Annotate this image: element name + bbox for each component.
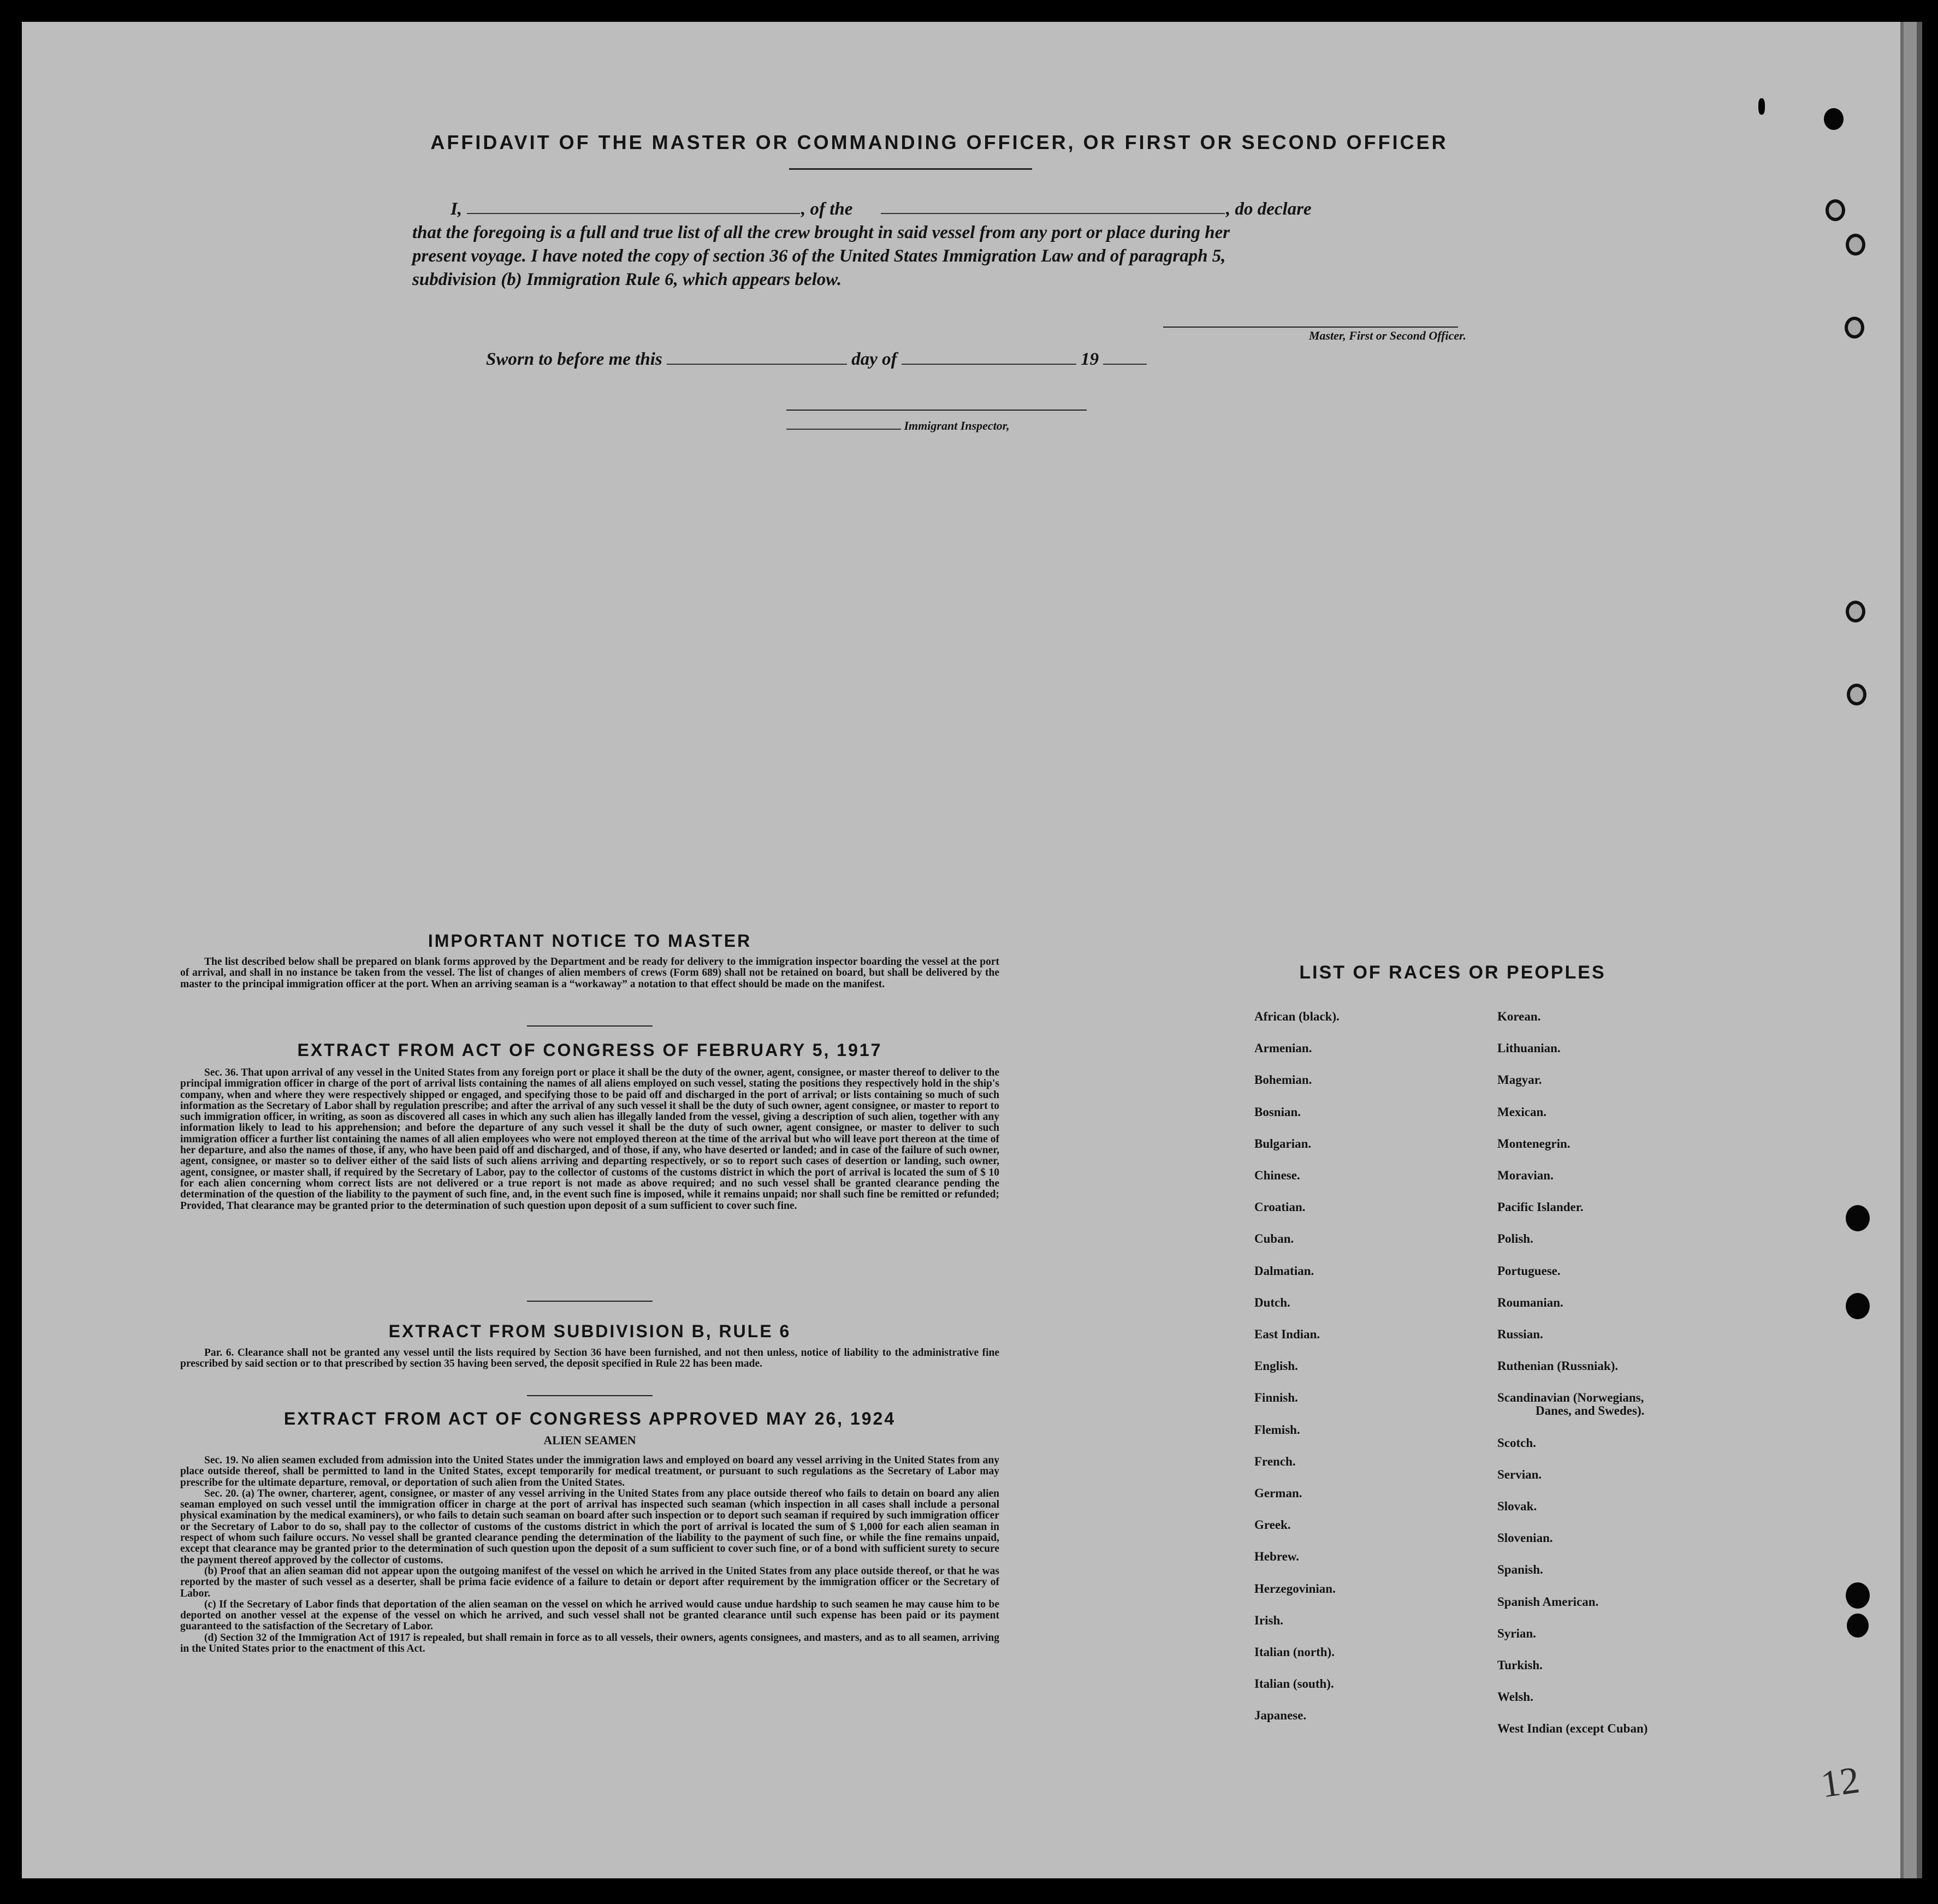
inspector-caption: Immigrant Inspector, bbox=[904, 419, 1010, 432]
affidavit-line-3: present voyage. I have noted the copy of section 36 of the United States Immigration Law and of paragraph 5, bbox=[412, 246, 1226, 266]
race-list-item: Irish. bbox=[1254, 1613, 1284, 1627]
race-list-item: Italian (south). bbox=[1254, 1677, 1334, 1691]
binder-hole-icon bbox=[1846, 1582, 1870, 1609]
race-list-item: Finnish. bbox=[1254, 1391, 1298, 1405]
affidavit-line-1 bbox=[412, 198, 1466, 221]
race-list-item: Ruthenian (Russniak). bbox=[1497, 1359, 1619, 1373]
binder-hole-icon bbox=[1846, 1205, 1870, 1231]
race-list-item: Flemish. bbox=[1254, 1422, 1300, 1437]
sworn-month-blank[interactable] bbox=[902, 364, 1076, 365]
race-list-item: English. bbox=[1254, 1359, 1298, 1373]
race-list-item: Spanish American. bbox=[1497, 1594, 1599, 1609]
race-list-item: Japanese. bbox=[1254, 1709, 1307, 1723]
race-list-item: Scotch. bbox=[1497, 1436, 1536, 1450]
ink-mark-icon bbox=[1758, 98, 1765, 115]
sworn-year: 19 bbox=[1081, 349, 1099, 369]
race-list-item: Syrian. bbox=[1497, 1626, 1536, 1640]
race-list-item: Hebrew. bbox=[1254, 1550, 1299, 1564]
extract-rule6-paragraph: Par. 6. Clearance shall not be granted any vessel until the lists required by Section 36 have been furnished, and not then unless, notice of liability to the administrative fine prescribed by said section or to that prescribed by section 35 having been served, the deposit specified in Rule 22 has been made. bbox=[180, 1347, 999, 1370]
section-divider bbox=[527, 1301, 653, 1302]
binder-hole-icon bbox=[1846, 601, 1865, 622]
binder-hole-icon bbox=[1846, 234, 1865, 256]
vessel-blank[interactable] bbox=[881, 213, 1225, 214]
affidavit-of-the: , of the bbox=[801, 199, 853, 219]
race-list-item: Montenegrin. bbox=[1497, 1136, 1570, 1150]
races-title: LIST OF RACES OR PEOPLES bbox=[1299, 962, 1606, 983]
race-list-item: Turkish. bbox=[1497, 1658, 1543, 1672]
race-list-item: Roumanian. bbox=[1497, 1295, 1563, 1309]
extract-1924-paragraph: Sec. 20. (a) The owner, charterer, agent, consignee, or master of any vessel arriving in the United States from any place outside thereof who fails to detain on board any alien seaman employed on such vessel until the immigration officer in charge at the port of arrival has inspected such seaman (which inspection in all cases shall include a personal physical examination by the medical examiners), or who fails to detain such seaman on board after such inspection or to deport such seaman if required by such immigration officer or the Secretary of Labor to do so, shall pay to the collector of customs of the customs district in which the port of arrival is located the sum of $ 1,000 for each alien seaman in respect of whom such failure occurs. No vessel shall be granted clearance pending the determination of the liability to the payment of such fine, or while the fine remains unpaid, except that clearance may be granted prior to the determination of such question upon the deposit of a sum sufficient to cover such fine, or of a bond with sufficient surety to secure the payment thereof approved by the collector of customs. bbox=[180, 1487, 999, 1566]
race-list-item: Servian. bbox=[1497, 1467, 1542, 1481]
extract-1924-text bbox=[180, 1455, 999, 1654]
race-list-item: Moravian. bbox=[1497, 1169, 1554, 1182]
page-edge-shadow bbox=[1917, 22, 1922, 1878]
sworn-year-blank[interactable] bbox=[1103, 364, 1147, 365]
race-list-item: Magyar. bbox=[1497, 1073, 1542, 1087]
extract-1924-paragraph: (c) If the Secretary of Labor finds that deportation of the alien seaman on the vessel on which he arrived would cause undue hardship to such seamen he may cause him to be deported on another vessel at the expense of the vessel on which he arrived, and such vessel shall not be granted clearance until such expense has been paid or its payment guaranteed to the satisfaction of the Secretary of Labor. bbox=[180, 1598, 999, 1633]
race-list-item: Slovak. bbox=[1497, 1499, 1537, 1513]
race-list-item: Croatian. bbox=[1254, 1200, 1306, 1214]
extract-rule6-text bbox=[180, 1348, 999, 1370]
race-list-item: Welsh. bbox=[1497, 1690, 1533, 1704]
section-divider bbox=[527, 1395, 653, 1396]
race-list-item: German. bbox=[1254, 1486, 1302, 1500]
inspector-blank[interactable] bbox=[786, 429, 901, 430]
race-list-item: Russian. bbox=[1497, 1327, 1543, 1341]
binder-hole-icon bbox=[1847, 684, 1866, 705]
race-list-item: Herzegovinian. bbox=[1254, 1581, 1336, 1595]
race-list-item: Scandinavian (Norwegians, bbox=[1497, 1391, 1644, 1405]
notice-title: IMPORTANT NOTICE TO MASTER bbox=[428, 931, 752, 951]
notice-text bbox=[180, 957, 999, 990]
affidavit-i: I, bbox=[451, 199, 463, 219]
race-list-item: Korean. bbox=[1497, 1010, 1541, 1023]
affidavit-body bbox=[412, 198, 1466, 292]
races-left-column bbox=[1254, 1010, 1484, 1736]
race-list-item: Armenian. bbox=[1254, 1041, 1312, 1055]
race-list-item: Spanish. bbox=[1497, 1563, 1543, 1577]
race-list-item: Danes, and Swedes). bbox=[1536, 1404, 1645, 1418]
title-rule bbox=[789, 168, 1032, 170]
binder-hole-icon bbox=[1826, 199, 1845, 221]
extract-1924-title: EXTRACT FROM ACT OF CONGRESS APPROVED MAY 26, 1924 bbox=[283, 1409, 896, 1428]
page-edge bbox=[1904, 22, 1917, 1878]
sworn-day-of: day of bbox=[851, 349, 897, 369]
notice-paragraph: The list described below shall be prepared on blank forms approved by the Department and be ready for delivery to the immigration inspector boarding the vessel at the port of arrival, and shall in no instance be taken from the vessel. The list of changes of alien members of crews (Form 689) shall not be retained on board, but shall be delivered by the master to the principal immigration officer at the port. When an arriving seaman is a “workaway” a notation to that effect should be made on the manifest. bbox=[180, 956, 999, 990]
name-blank[interactable] bbox=[467, 213, 800, 214]
race-list-item: Chinese. bbox=[1254, 1169, 1300, 1182]
extract-1924-subtitle: ALIEN SEAMEN bbox=[543, 1433, 636, 1447]
affidavit-line-4: subdivision (b) Immigration Rule 6, which appears below. bbox=[412, 270, 842, 289]
races-right-column bbox=[1497, 1010, 1727, 1758]
race-list-item: Bosnian. bbox=[1254, 1105, 1301, 1119]
affidavit-declare: , do declare bbox=[1226, 199, 1312, 219]
signature-caption: Master, First or Second Officer. bbox=[1308, 329, 1466, 342]
race-list-item: French. bbox=[1254, 1454, 1296, 1468]
inspector-line bbox=[786, 419, 1010, 433]
race-list-item: African (black). bbox=[1254, 1010, 1340, 1023]
extract-rule6-title: EXTRACT FROM SUBDIVISION B, RULE 6 bbox=[388, 1321, 791, 1341]
race-list-item: Mexican. bbox=[1497, 1105, 1547, 1119]
binder-hole-icon bbox=[1845, 317, 1864, 339]
race-list-item: Cuban. bbox=[1254, 1232, 1294, 1246]
race-list-item: Italian (north). bbox=[1254, 1645, 1335, 1659]
race-list-item: Greek. bbox=[1254, 1518, 1291, 1532]
extract-1917-text bbox=[180, 1067, 999, 1212]
affidavit-title: AFFIDAVIT OF THE MASTER OR COMMANDING OFFICER, OR FIRST OR SECOND OFFICER bbox=[430, 131, 1448, 153]
race-list-item: Slovenian. bbox=[1497, 1531, 1553, 1545]
extract-1924-paragraph: (b) Proof that an alien seaman did not appear upon the outgoing manifest of the vessel on which he arrived in the United States from any place outside thereof, or that he was reported by the master of such vessel as a deserter, shall be prima facie evidence of a failure to detain or deport after requirement by the immigration officer or the Secretary of Labor. bbox=[180, 1565, 999, 1599]
signature-line[interactable] bbox=[1163, 327, 1458, 328]
sworn-prefix: Sworn to before me this bbox=[486, 349, 662, 369]
race-list-item: Lithuanian. bbox=[1497, 1041, 1561, 1055]
binder-hole-icon bbox=[1846, 1293, 1870, 1319]
sworn-line bbox=[486, 349, 1147, 370]
race-list-item: Dutch. bbox=[1254, 1295, 1290, 1309]
sworn-day-blank[interactable] bbox=[667, 364, 847, 365]
race-list-item: Polish. bbox=[1497, 1232, 1533, 1246]
margin-handwritten-note: 12 bbox=[1818, 1759, 1862, 1806]
race-list-item: Bohemian. bbox=[1254, 1073, 1312, 1087]
race-list-item: West Indian (except Cuban) bbox=[1497, 1722, 1648, 1736]
section-divider bbox=[527, 1025, 653, 1027]
extract-1924-paragraph: Sec. 19. No alien seamen excluded from admission into the United States under the immigration laws and employed on board any vessel arriving in the United States from any place outside thereof, shall be permitted to land in the United States, except temporarily for medical treatment, or pursuant to such regulations as the Secretary of Labor may prescribe for the ultimate departure, removal, or deportation of such alien from the United States. bbox=[180, 1455, 999, 1488]
race-list-item: East Indian. bbox=[1254, 1327, 1320, 1341]
race-list-item: Bulgarian. bbox=[1254, 1136, 1312, 1150]
affidavit-line-2: that the foregoing is a full and true list of all the crew brought in said vessel from any port or place during her bbox=[412, 223, 1230, 242]
inspector-signature-line[interactable] bbox=[786, 410, 1087, 411]
extract-1917-title: EXTRACT FROM ACT OF CONGRESS OF FEBRUARY 5, 1917 bbox=[297, 1040, 882, 1060]
race-list-item: Pacific Islander. bbox=[1497, 1200, 1584, 1214]
binder-hole-icon bbox=[1824, 108, 1844, 130]
binder-hole-icon bbox=[1847, 1614, 1869, 1638]
extract-1924-paragraph: (d) Section 32 of the Immigration Act of 1917 is repealed, but shall remain in force as to all vessels, their owners, agents consignees, and masters, and as to all seamen, arriving in the United States prior to the enactment of this Act. bbox=[180, 1632, 999, 1655]
extract-1917-paragraph: Sec. 36. That upon arrival of any vessel in the United States from any foreign port or place it shall be the duty of the owner, agent, consignee, or master thereof to deliver to the principal immigration officer in charge of the port of arrival lists containing the names of all aliens employed on such vessel, stating the positions they respectively hold in the ship's company, when and where they were respectively shipped or engaged, and specifying those to be paid off and discharged in the port of arrival; or lists containing so much of such information as the Secretary of Labor shall by regulation prescribe; and after the arrival of any such vessel it shall be the duty of such owner, agent consignee, or master to report to such immigration officer, in writing, as soon as discovered all cases in which any such alien has illegally landed from the vessel, giving a description of such alien, together with any information likely to lead to his apprehension; and before the departure of any such vessel it shall be the duty of such owner, agent consignee, or master to deliver to such immigration officer a further list containing the names of all alien employees who were not employed thereon at the time of the arrival but who will leave port thereon at the time of her departure, and also the names of those, if any, who have been paid off and discharged, and of those, if any, who have deserted or landed; and in case of the failure of such owner, agent, consignee, or master so to deliver either of the said lists of such aliens arriving and departing respectively, or so to report such cases of desertion or landing, such owner, agent, consignee, or master shall, if required by the Secretary of Labor, pay to the collector of customs of the customs district in which the port of arrival is located the sum of $ 10 for each alien concerning whom correct lists are not delivered or a true report is not made as above required; and no such vessel shall be granted clearance pending the determination of the question of the liability to the payment of such fine, and, in the event such fine is imposed, while it remains unpaid; nor shall such fine be remitted or refunded; Provided, That clearance may be granted prior to the determination of such question upon deposit of a sum sufficient to cover such fine. bbox=[180, 1067, 999, 1212]
race-list-item: Portuguese. bbox=[1497, 1264, 1561, 1278]
race-list-item: Dalmatian. bbox=[1254, 1264, 1314, 1278]
